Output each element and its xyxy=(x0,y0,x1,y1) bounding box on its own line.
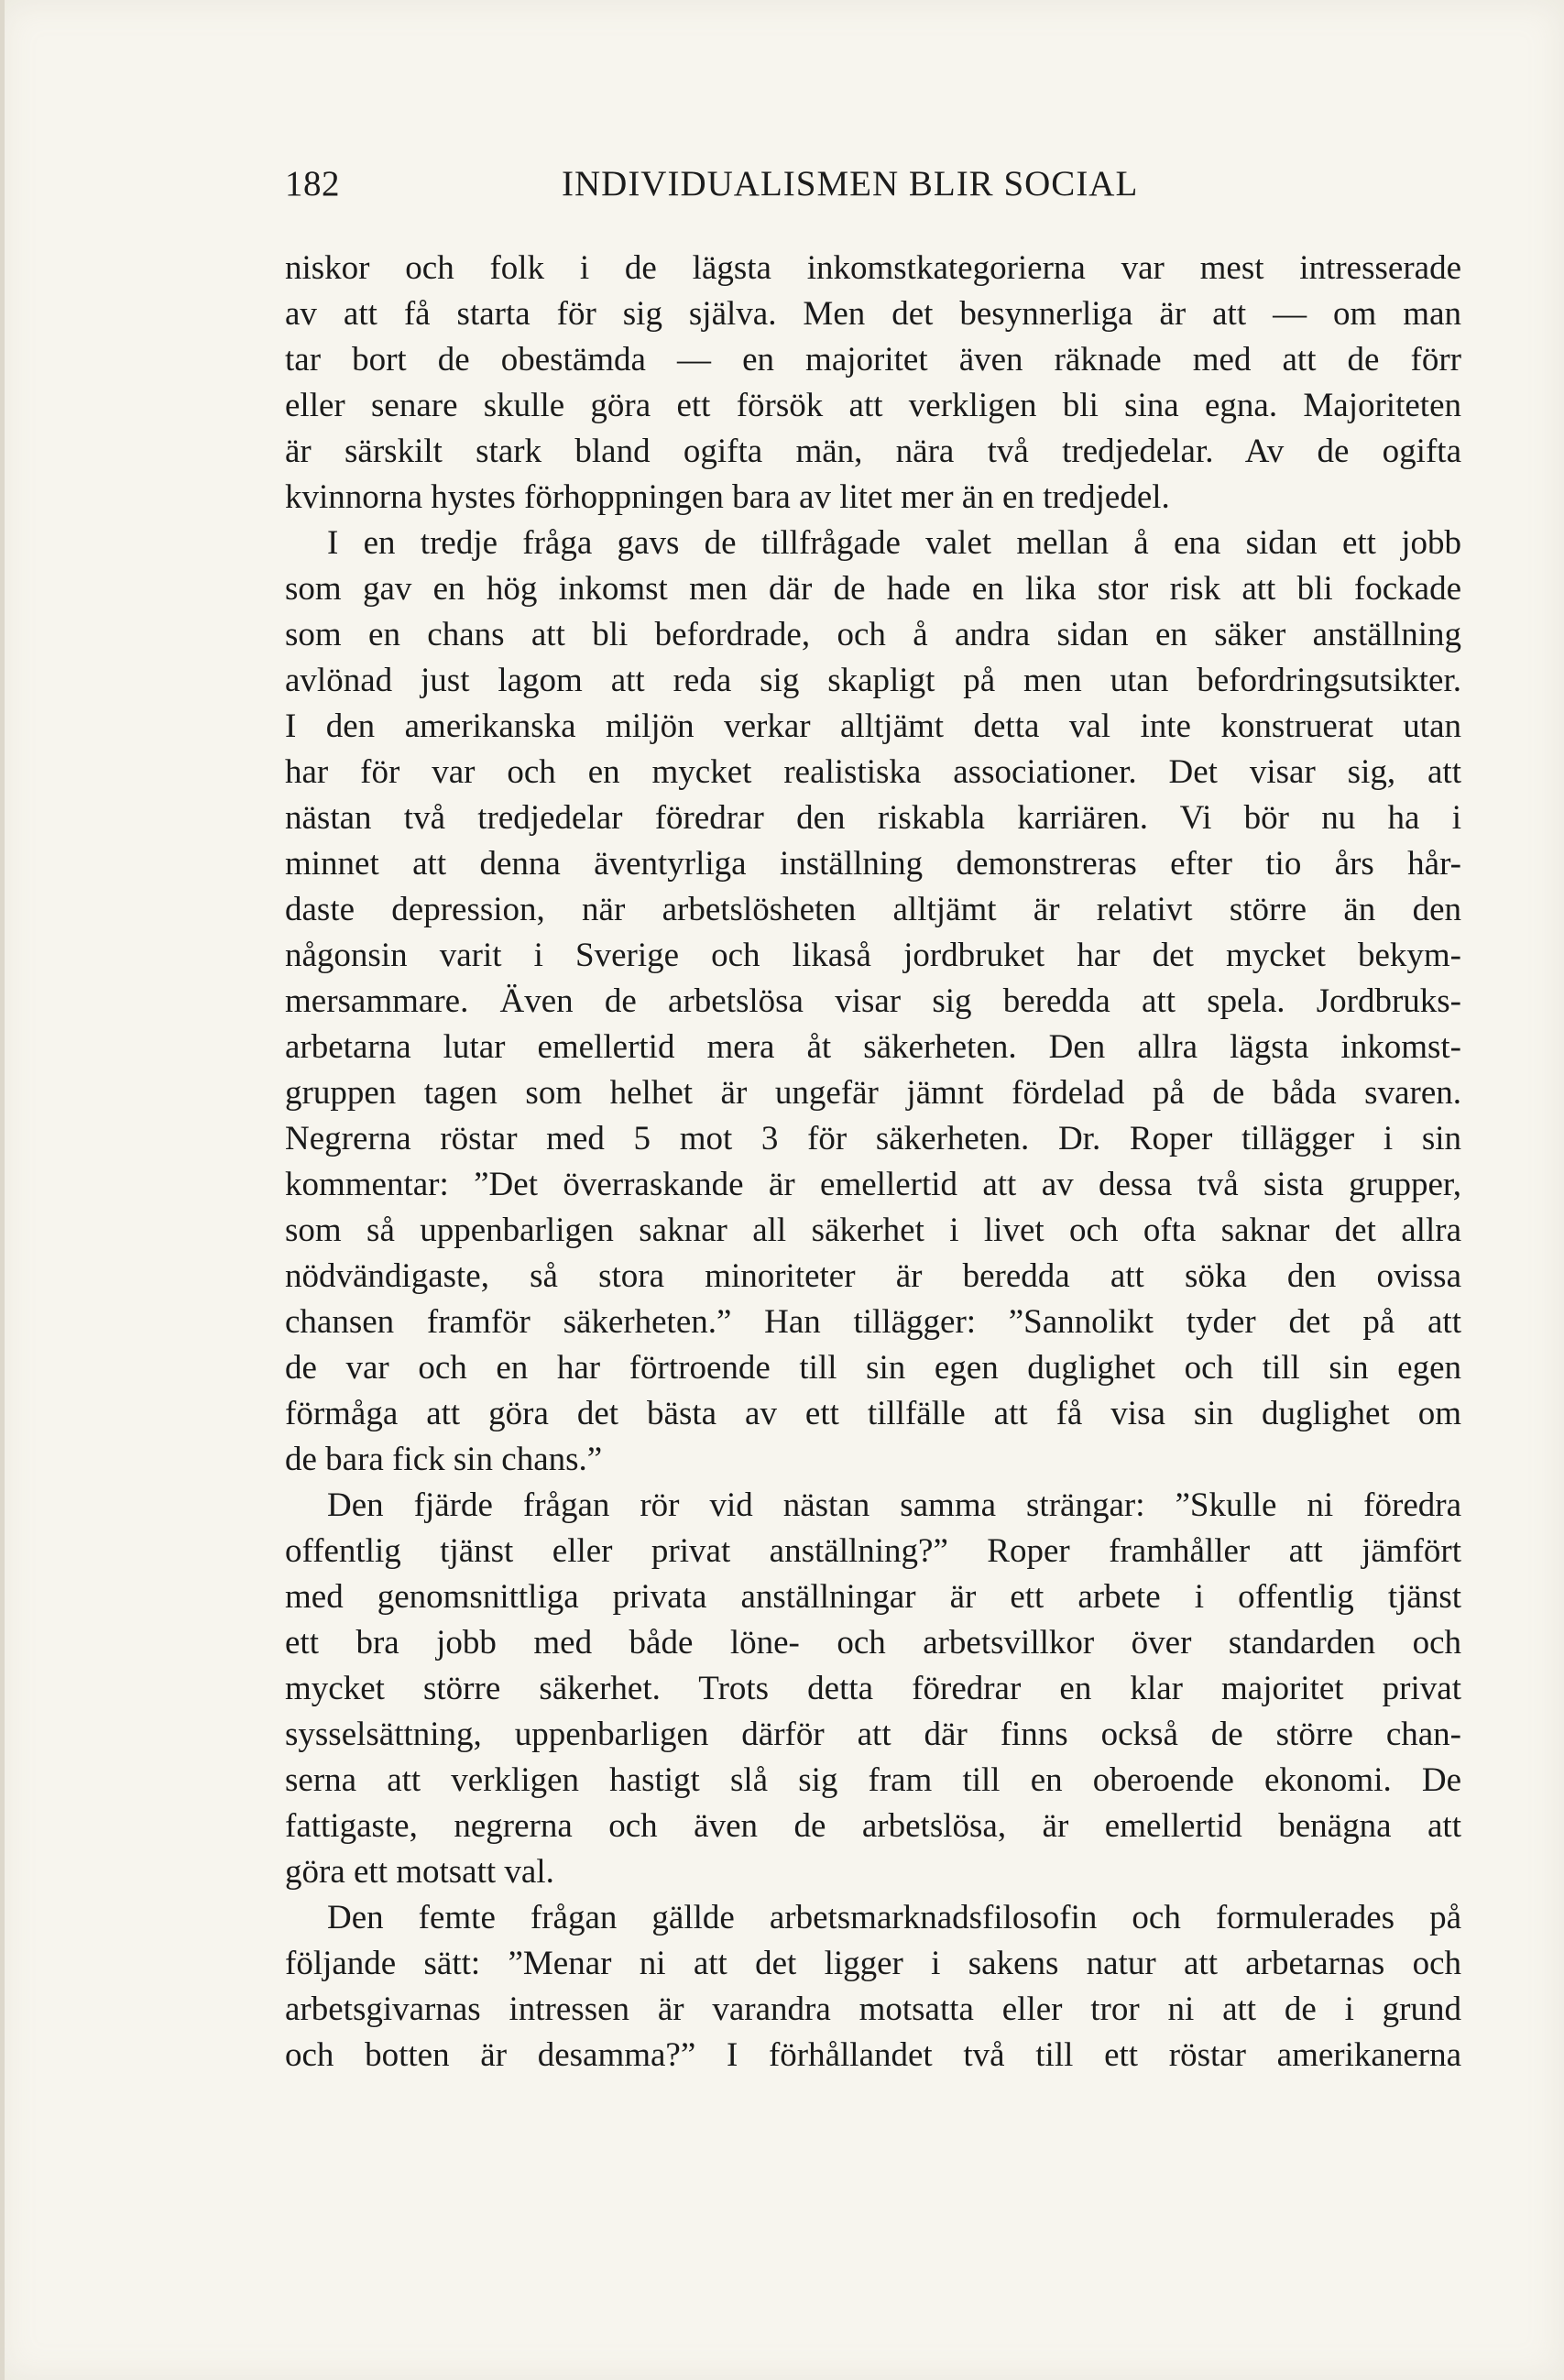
text-line: de var och en har förtroende till sin egen duglighet och till sin egen xyxy=(285,1349,1461,1387)
text-line: gruppen tagen som helhet är ungefär jämnt fördelad på de båda svaren. xyxy=(285,1074,1461,1112)
text-line: ett bra jobb med både löne- och arbetsvillkor över standarden och xyxy=(285,1624,1461,1662)
text-line: Den fjärde frågan rör vid nästan samma strängar: ”Skulle ni föredra xyxy=(327,1486,1461,1524)
text-line: minnet att denna äventyrliga inställning demonstreras efter tio års hår- xyxy=(285,845,1461,883)
text-line: mycket större säkerhet. Trots detta föredrar en klar majoritet privat xyxy=(285,1670,1461,1707)
text-line: I en tredje fråga gavs de tillfrågade valet mellan å ena sidan ett jobb xyxy=(327,524,1461,562)
text-line: arbetarna lutar emellertid mera åt säkerheten. Den allra lägsta inkomst- xyxy=(285,1028,1461,1066)
text-line: I den amerikanska miljön verkar alltjämt detta val inte konstruerat utan xyxy=(285,707,1461,745)
text-line: arbetsgivarnas intressen är varandra motsatta eller tror ni att de i grund xyxy=(285,1991,1461,2028)
text-line: som så uppenbarligen saknar all säkerhet i livet och ofta saknar det allra xyxy=(285,1212,1461,1249)
text-line: förmåga att göra det bästa av ett tillfälle att få visa sin duglighet om xyxy=(285,1395,1461,1432)
running-title: INDIVIDUALISMEN BLIR SOCIAL xyxy=(562,164,1139,203)
text-line: med genomsnittliga privata anställningar är ett arbete i offentlig tjänst xyxy=(285,1578,1461,1616)
text-line: sysselsättning, uppenbarligen därför att där finns också de större chan- xyxy=(285,1716,1461,1753)
text-line: är särskilt stark bland ogifta män, nära två tredjedelar. Av de ogifta xyxy=(285,433,1461,470)
page-number: 182 xyxy=(285,164,340,203)
page-header xyxy=(285,163,1461,218)
text-line: offentlig tjänst eller privat anställning?” Roper framhåller att jämfört xyxy=(285,1532,1461,1570)
text-line: fattigaste, negrerna och även de arbetslösa, är emellertid benägna att xyxy=(285,1807,1461,1845)
text-line: tar bort de obestämda — en majoritet även räknade med att de förr xyxy=(285,341,1461,378)
page-edge xyxy=(0,0,5,2380)
text-line: som gav en hög inkomst men där de hade en lika stor risk att bli fockade xyxy=(285,570,1461,608)
text-line: har för var och en mycket realistiska associationer. Det visar sig, att xyxy=(285,753,1461,791)
text-line: de bara fick sin chans.” xyxy=(285,1441,603,1478)
text-line: mersammare. Även de arbetslösa visar sig beredda att spela. Jordbruks- xyxy=(285,982,1461,1020)
text-line: niskor och folk i de lägsta inkomstkategorierna var mest intresserade xyxy=(285,249,1461,287)
text-line: av att få starta för sig själva. Men det besynnerliga är att — om man xyxy=(285,295,1461,333)
text-line: serna att verkligen hastigt slå sig fram till en oberoende ekonomi. De xyxy=(285,1761,1461,1799)
text-line: Negrerna röstar med 5 mot 3 för säkerheten. Dr. Roper tillägger i sin xyxy=(285,1120,1461,1157)
text-line: kommentar: ”Det överraskande är emellertid att av dessa två sista grupper, xyxy=(285,1166,1461,1203)
text-line: kvinnorna hystes förhoppningen bara av litet mer än en tredjedel. xyxy=(285,478,1170,516)
text-line: göra ett motsatt val. xyxy=(285,1853,554,1891)
body-text xyxy=(285,246,1461,2078)
text-line: avlönad just lagom att reda sig skapligt på men utan befordringsutsikter. xyxy=(285,662,1461,699)
text-line: nästan två tredjedelar föredrar den riskabla karriären. Vi bör nu ha i xyxy=(285,799,1461,837)
text-line: nödvändigaste, så stora minoriteter är beredda att söka den ovissa xyxy=(285,1257,1461,1295)
text-line: daste depression, när arbetslösheten alltjämt är relativt större än den xyxy=(285,891,1461,928)
text-line: någonsin varit i Sverige och likaså jordbruket har det mycket bekym- xyxy=(285,937,1461,974)
text-line: Den femte frågan gällde arbetsmarknadsfilosofin och formulerades på xyxy=(327,1899,1461,1936)
text-line: eller senare skulle göra ett försök att verkligen bli sina egna. Majoriteten xyxy=(285,387,1461,424)
text-line: chansen framför säkerheten.” Han tillägger: ”Sannolikt tyder det på att xyxy=(285,1303,1461,1341)
text-line: som en chans att bli befordrade, och å andra sidan en säker anställning xyxy=(285,616,1461,653)
text-line: följande sätt: ”Menar ni att det ligger i sakens natur att arbetarnas och xyxy=(285,1945,1461,1982)
text-line: och botten är desamma?” I förhållandet två till ett röstar amerikanerna xyxy=(285,2036,1461,2074)
